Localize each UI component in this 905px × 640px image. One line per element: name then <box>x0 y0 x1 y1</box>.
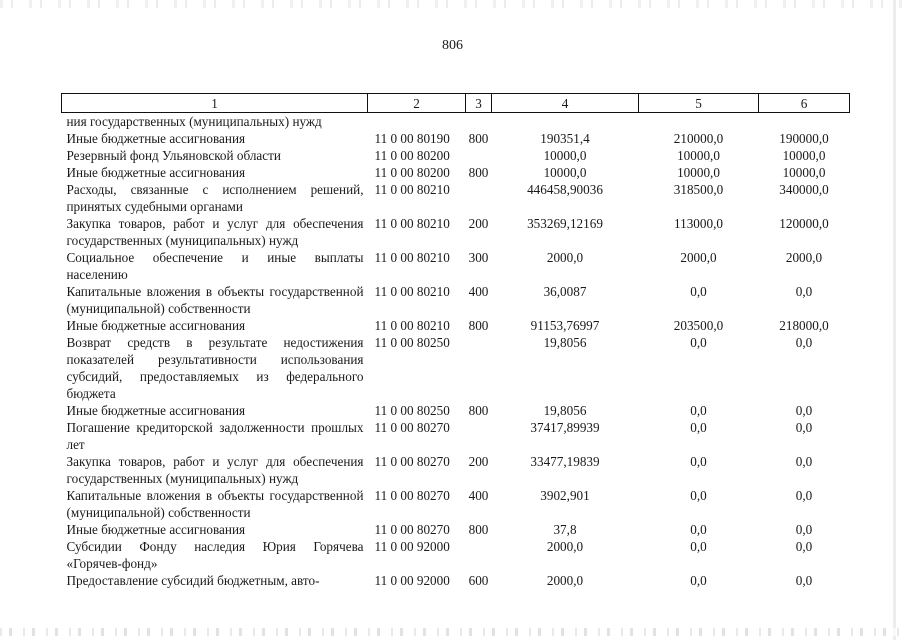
row-code: 11 0 00 80190 <box>374 131 450 146</box>
row-expense-type: 400 <box>468 488 489 503</box>
row-value-col5: 0,0 <box>690 539 707 554</box>
row-expense-type <box>466 334 492 402</box>
row-value-col4: 37,8 <box>553 522 577 537</box>
row-value-col6: 0,0 <box>795 403 813 418</box>
row-value-col6: 0,0 <box>795 284 813 299</box>
header-col-4: 4 <box>492 94 639 113</box>
row-value-col5: 210000,0 <box>673 131 724 146</box>
row-name: Капитальные вложения в объекты государственной (муниципальной) собственности <box>66 284 364 316</box>
row-name: Субсидии Фонду наследия Юрия Горячева «Горячев-фонд» <box>66 539 364 571</box>
row-value-col5: 0,0 <box>690 420 707 435</box>
row-name: Предоставление субсидий бюджетным, авто- <box>66 573 320 588</box>
row-expense-type <box>466 147 492 164</box>
row-value-col6: 340000,0 <box>779 182 829 197</box>
row-name: Погашение кредиторской задолженности прошлых лет <box>66 420 364 452</box>
row-expense-type: 800 <box>468 131 489 146</box>
table-row <box>62 215 850 249</box>
row-value-col5: 0,0 <box>690 522 707 537</box>
row-code: 11 0 00 80210 <box>374 284 450 299</box>
row-value-col6: 218000,0 <box>779 318 829 333</box>
row-value-col6: 0,0 <box>795 488 813 503</box>
table-row <box>62 113 850 131</box>
row-code: 11 0 00 80270 <box>374 454 450 469</box>
row-value-col5: 0,0 <box>690 335 707 350</box>
row-value-col4: 2000,0 <box>546 539 584 554</box>
row-name: Иные бюджетные ассигнования <box>66 165 246 180</box>
row-value-col6: 10000,0 <box>782 165 826 180</box>
row-value-col5: 203500,0 <box>673 318 724 333</box>
row-value-col4: 10000,0 <box>543 148 587 163</box>
row-value-col4: 3902,901 <box>540 488 590 503</box>
table-row <box>62 317 850 334</box>
row-value-col5: 10000,0 <box>677 165 720 180</box>
row-value-col4: 19,8056 <box>543 403 587 418</box>
row-code: 11 0 00 80200 <box>374 165 450 180</box>
row-code: 11 0 00 92000 <box>374 539 450 554</box>
row-code <box>368 113 466 131</box>
budget-table <box>61 93 850 589</box>
table-row <box>62 334 850 402</box>
row-code: 11 0 00 80270 <box>374 488 450 503</box>
header-col-3: 3 <box>466 94 492 113</box>
row-value-col4: 19,8056 <box>543 335 587 350</box>
row-code: 11 0 00 80210 <box>374 216 450 231</box>
row-value-col4: 33477,19839 <box>530 454 600 469</box>
row-name: Возврат средств в результате недостижения показателей результативности использования субсидий, предоставляемых из федерального бюджета <box>66 335 364 401</box>
row-expense-type: 800 <box>468 318 489 333</box>
row-value-col5 <box>639 113 759 131</box>
row-expense-type: 400 <box>468 284 489 299</box>
row-value-col4 <box>492 113 639 131</box>
row-value-col4: 446458,90036 <box>527 182 603 197</box>
row-value-col6: 0,0 <box>795 454 813 469</box>
row-name: Иные бюджетные ассигнования <box>66 403 246 418</box>
row-value-col5: 318500,0 <box>673 182 724 197</box>
row-name: Капитальные вложения в объекты государственной (муниципальной) собственности <box>66 488 364 520</box>
table-row <box>62 521 850 538</box>
row-expense-type: 200 <box>468 454 489 469</box>
row-name: Иные бюджетные ассигнования <box>66 131 246 146</box>
row-value-col4: 353269,12169 <box>527 216 603 231</box>
table-row <box>62 181 850 215</box>
header-col-5: 5 <box>639 94 759 113</box>
table-row <box>62 453 850 487</box>
header-col-6: 6 <box>759 94 850 113</box>
row-value-col5: 0,0 <box>690 488 707 503</box>
page-number: 806 <box>442 38 463 53</box>
header-col-2: 2 <box>368 94 466 113</box>
table-row <box>62 487 850 521</box>
row-expense-type <box>466 181 492 215</box>
row-expense-type: 800 <box>468 522 489 537</box>
row-value-col4: 2000,0 <box>546 250 584 265</box>
row-expense-type: 800 <box>468 403 489 418</box>
row-code: 11 0 00 80270 <box>374 522 450 537</box>
row-code: 11 0 00 80250 <box>374 335 450 350</box>
row-value-col6: 190000,0 <box>779 131 829 146</box>
table-row <box>62 130 850 147</box>
row-expense-type: 300 <box>468 250 489 265</box>
row-expense-type <box>466 113 492 131</box>
row-name: Социальное обеспечение и иные выплаты населению <box>66 250 364 282</box>
row-value-col6: 0,0 <box>795 335 813 350</box>
table-row <box>62 249 850 283</box>
row-name: Резервный фонд Ульяновской области <box>66 148 281 163</box>
row-value-col6: 120000,0 <box>779 216 829 231</box>
row-value-col5: 0,0 <box>690 403 707 418</box>
row-name: Закупка товаров, работ и услуг для обеспечения государственных (муниципальных) нужд <box>66 216 364 248</box>
row-code: 11 0 00 92000 <box>374 573 450 588</box>
row-code: 11 0 00 80250 <box>374 403 450 418</box>
row-name: Закупка товаров, работ и услуг для обеспечения государственных (муниципальных) нужд <box>66 454 364 486</box>
row-expense-type: 800 <box>468 165 489 180</box>
row-value-col6: 0,0 <box>795 420 813 435</box>
row-value-col6: 10000,0 <box>782 148 826 163</box>
row-value-col4: 190351,4 <box>540 131 590 146</box>
row-expense-type <box>466 538 492 572</box>
row-value-col5: 113000,0 <box>674 216 723 231</box>
row-value-col4: 2000,0 <box>546 573 584 588</box>
row-value-col5: 0,0 <box>690 284 707 299</box>
row-code: 11 0 00 80210 <box>374 250 450 265</box>
row-code: 11 0 00 80210 <box>374 318 450 333</box>
row-value-col4: 91153,76997 <box>530 318 600 333</box>
table-row <box>62 572 850 589</box>
row-value-col5: 2000,0 <box>680 250 717 265</box>
row-value-col6: 0,0 <box>795 522 813 537</box>
row-name: Расходы, связанные с исполнением решений, принятых судебными органами <box>66 182 364 214</box>
row-value-col5: 10000,0 <box>677 148 720 163</box>
row-code: 11 0 00 80210 <box>374 182 450 197</box>
row-code: 11 0 00 80200 <box>374 148 450 163</box>
table-row <box>62 419 850 453</box>
row-expense-type <box>466 419 492 453</box>
row-value-col6: 0,0 <box>795 573 813 588</box>
table-row <box>62 538 850 572</box>
row-value-col4: 37417,89939 <box>530 420 600 435</box>
table-body <box>62 113 850 590</box>
table-header <box>62 94 850 113</box>
row-name: Иные бюджетные ассигнования <box>66 522 246 537</box>
row-value-col5: 0,0 <box>690 454 707 469</box>
table-row <box>62 283 850 317</box>
table-row <box>62 164 850 181</box>
row-expense-type: 600 <box>468 573 489 588</box>
row-value-col6: 0,0 <box>795 539 813 554</box>
table-row <box>62 402 850 419</box>
row-value-col4: 36,0087 <box>543 284 587 299</box>
header-col-1: 1 <box>62 94 368 113</box>
row-name: ния государственных (муниципальных) нужд <box>66 114 322 129</box>
row-value-col6: 2000,0 <box>785 250 823 265</box>
table-row <box>62 147 850 164</box>
row-code: 11 0 00 80270 <box>374 420 450 435</box>
row-expense-type: 200 <box>468 216 489 231</box>
scan-edge-top <box>0 0 905 8</box>
scan-edge-right <box>893 0 896 640</box>
row-value-col6 <box>759 113 850 131</box>
row-value-col5: 0,0 <box>690 573 707 588</box>
row-value-col4: 10000,0 <box>543 165 587 180</box>
row-name: Иные бюджетные ассигнования <box>66 318 246 333</box>
scan-edge-bottom <box>0 628 905 636</box>
header-row <box>62 94 850 113</box>
